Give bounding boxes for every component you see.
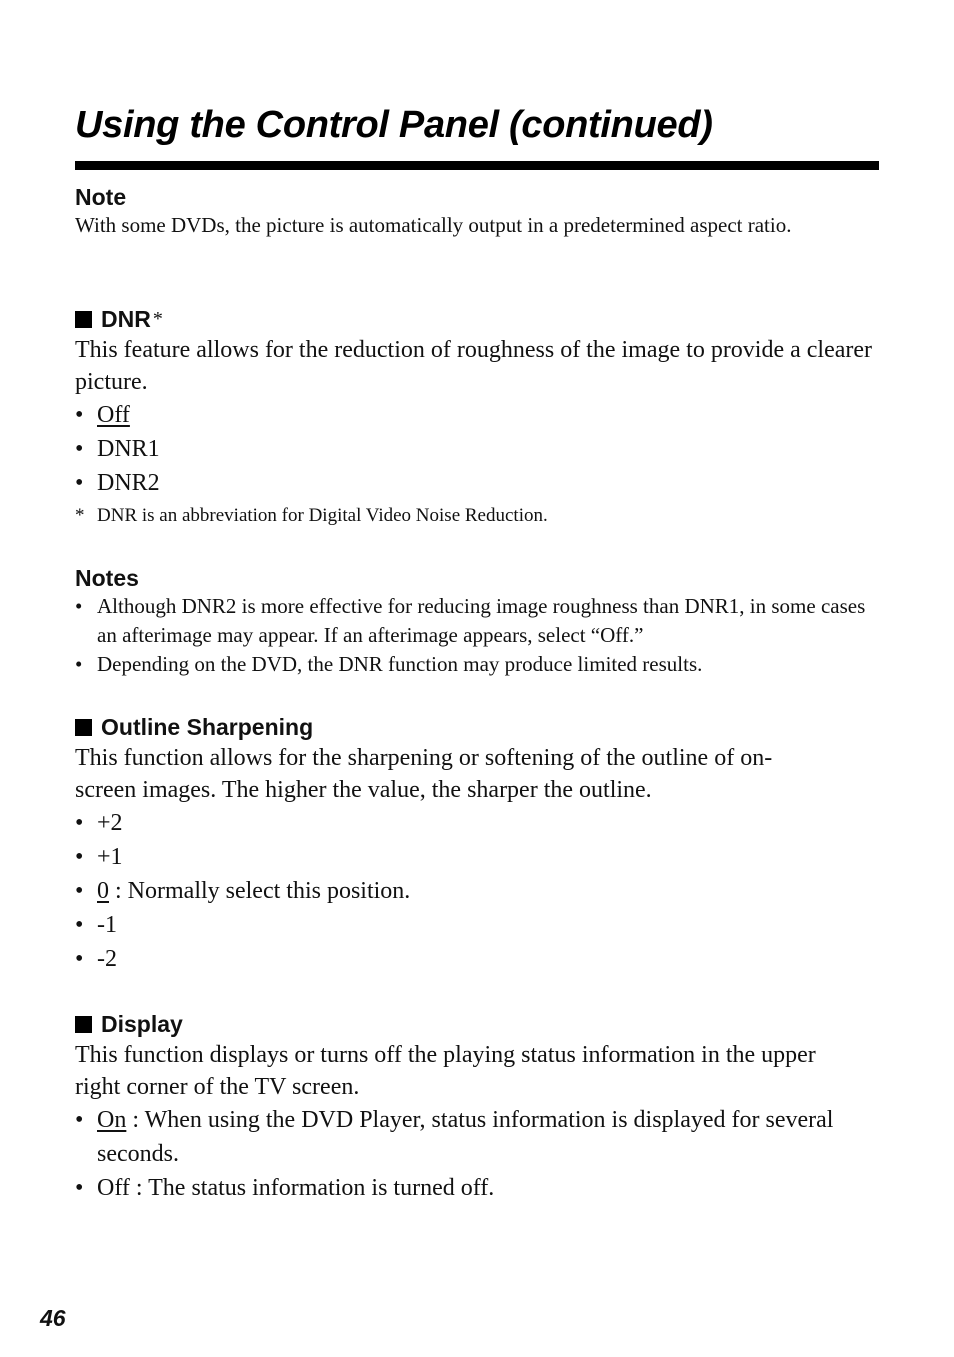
dnr-heading-mark: * bbox=[152, 308, 163, 330]
outline-option bbox=[75, 942, 879, 976]
outline-options bbox=[75, 806, 879, 976]
display-description: This function displays or turns off the playing status information in the upper right corner of the TV screen. bbox=[75, 1042, 816, 1100]
outline-heading bbox=[75, 712, 879, 742]
title-rule bbox=[75, 161, 879, 170]
square-bullet-icon bbox=[75, 311, 92, 328]
display-option bbox=[75, 1171, 835, 1205]
dnr-option-default: Off bbox=[97, 402, 130, 428]
note-section bbox=[75, 183, 879, 240]
display-option-desc: : When using the DVD Player, status information is displayed for several seconds. bbox=[97, 1107, 834, 1167]
outline-option-value: -1 bbox=[97, 912, 117, 938]
square-bullet-icon bbox=[75, 719, 92, 736]
notes-heading: Notes bbox=[75, 565, 139, 591]
dnr-option bbox=[75, 466, 879, 500]
dnr-heading-text: DNR bbox=[101, 306, 151, 332]
outline-option bbox=[75, 806, 879, 840]
outline-option bbox=[75, 840, 879, 874]
dnr-options bbox=[75, 398, 879, 500]
notes-item: • Depending on the DVD, the DNR function may produce limited results. bbox=[75, 650, 879, 679]
display-option-desc: : The status information is turned off. bbox=[129, 1175, 495, 1201]
dnr-option-label: DNR2 bbox=[97, 470, 160, 496]
notes-item: • Although DNR2 is more effective for reducing image roughness than DNR1, in some cases an afterimage may appear. If an afterimage appears, select “Off.” bbox=[75, 592, 879, 650]
outline-heading-text: Outline Sharpening bbox=[101, 714, 314, 740]
outline-option-value: +2 bbox=[97, 810, 123, 836]
outline-description: This function allows for the sharpening or softening of the outline of on-screen images. The higher the value, the sharper the outline. bbox=[75, 745, 773, 803]
footnote-mark: * bbox=[75, 505, 85, 526]
outline-section bbox=[75, 712, 879, 976]
display-heading-text: Display bbox=[101, 1011, 183, 1037]
display-option-value: Off bbox=[97, 1175, 130, 1201]
square-bullet-icon bbox=[75, 1016, 92, 1033]
dnr-heading bbox=[75, 304, 879, 334]
dnr-description: This feature allows for the reduction of roughness of the image to provide a clearer picture. bbox=[75, 337, 873, 395]
dnr-section bbox=[75, 304, 879, 528]
page-title: Using the Control Panel (continued) bbox=[75, 104, 713, 146]
outline-option-value: +1 bbox=[97, 844, 123, 870]
display-options bbox=[75, 1103, 835, 1205]
dnr-option bbox=[75, 398, 879, 432]
display-option-default: On bbox=[97, 1107, 127, 1133]
display-heading bbox=[75, 1009, 879, 1039]
outline-option bbox=[75, 874, 879, 908]
note-text: With some DVDs, the picture is automatically output in a predetermined aspect ratio. bbox=[75, 213, 792, 237]
outline-option bbox=[75, 908, 879, 942]
page-number: 46 bbox=[40, 1305, 66, 1331]
dnr-footnote-text: DNR is an abbreviation for Digital Video Noise Reduction. bbox=[97, 505, 548, 526]
outline-option-desc: : Normally select this position. bbox=[109, 878, 411, 904]
dnr-footnote bbox=[75, 504, 879, 528]
outline-option-default: 0 bbox=[97, 878, 109, 904]
note-heading: Note bbox=[75, 184, 127, 210]
dnr-notes-section bbox=[75, 564, 879, 679]
dnr-option bbox=[75, 432, 879, 466]
notes-list bbox=[75, 592, 879, 679]
display-section bbox=[75, 1009, 879, 1205]
dnr-option-label: DNR1 bbox=[97, 436, 160, 462]
outline-option-value: -2 bbox=[97, 946, 117, 972]
display-option bbox=[75, 1103, 835, 1171]
